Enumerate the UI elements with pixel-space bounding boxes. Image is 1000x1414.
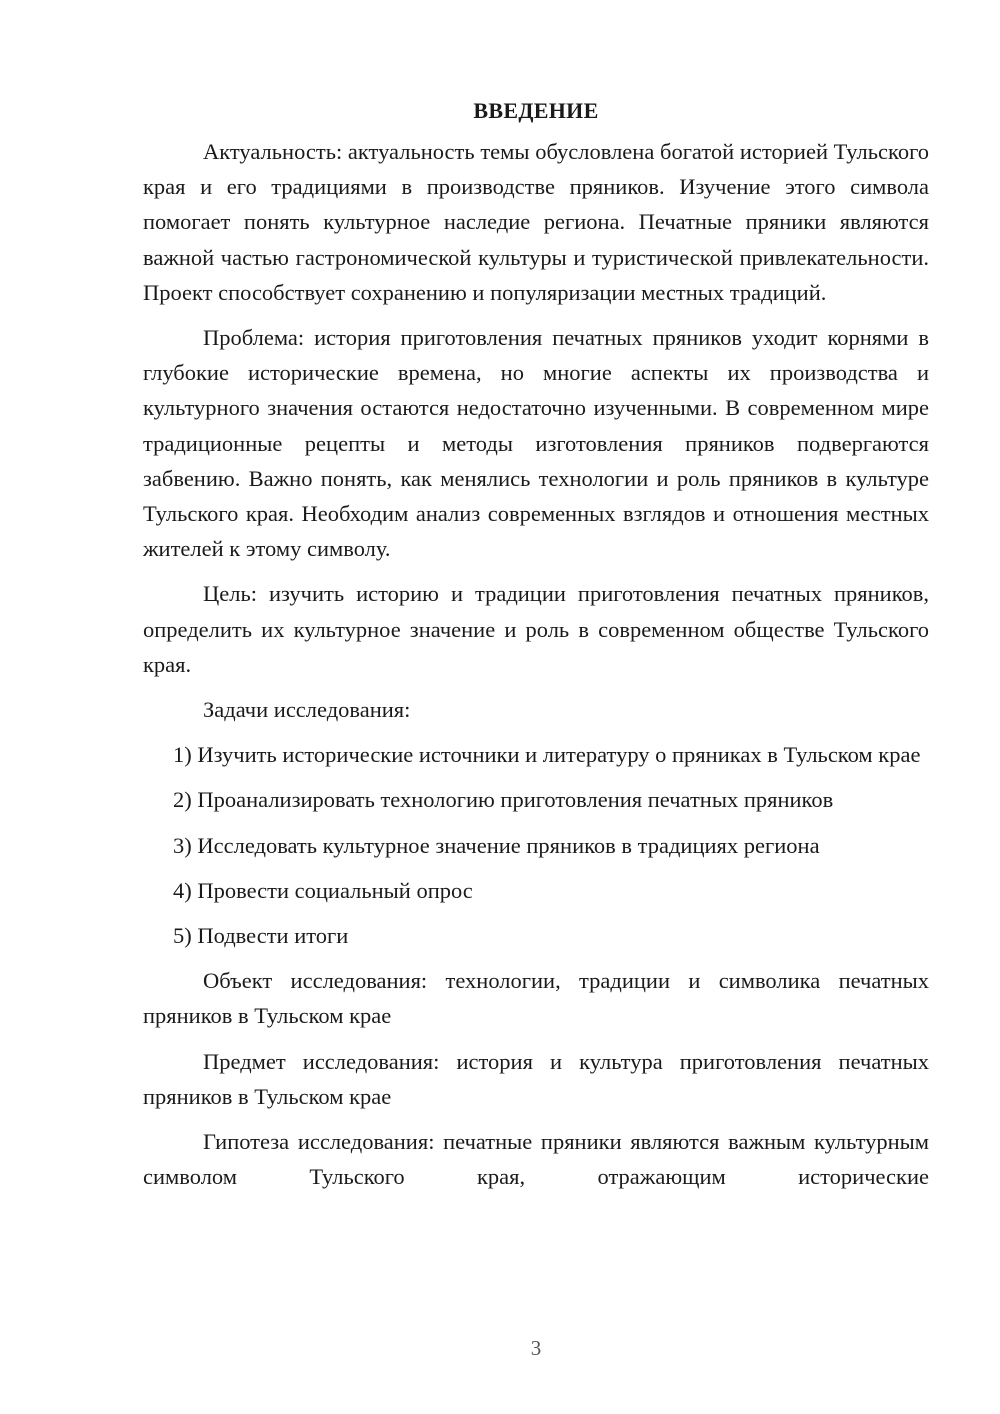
tasks-heading: Задачи исследования:: [203, 697, 411, 723]
paragraph-object: Объект исследования: технологии, традиции и символика печатных пряников в Тульском крае: [143, 968, 929, 1029]
paragraph-goal: Цель: изучить историю и традиции приготовления печатных пряников, определить их культурное значение и роль в современном обществе Тульского края.: [143, 581, 929, 677]
page-number: 3: [530, 1336, 542, 1360]
paragraph-hypothesis: Гипотеза исследования: печатные пряники являются важным культурным символом Тульского края, отражающим исторические: [143, 1129, 929, 1190]
section-title: ВВЕДЕНИЕ: [473, 98, 599, 123]
task-item-2: 2) Проанализировать технологию приготовления печатных пряников: [173, 787, 834, 813]
page-content: [143, 96, 929, 1204]
task-item-1: 1) Изучить исторические источники и литературу о пряниках в Тульском крае: [173, 742, 921, 768]
task-item-5: 5) Подвести итоги: [173, 923, 349, 949]
paragraph-subject: Предмет исследования: история и культура приготовления печатных пряников в Тульском крае: [143, 1048, 929, 1109]
task-item-3: 3) Исследовать культурное значение пряников в традициях региона: [173, 832, 820, 858]
paragraph-problem: Проблема: история приготовления печатных пряников уходит корнями в глубокие исторические времена, но многие аспекты их производства и культурного значения остаются недостаточно изученными. В современном мире традиционные рецепты и методы изготовления пряников подвергаются забвению. Важно понять, как менялись технологии и роль пряников в культуре Тульского края. Необходим анализ современных взглядов и отношения местных жителей к этому символу.: [143, 325, 929, 562]
task-item-4: 4) Провести социальный опрос: [173, 877, 473, 903]
paragraph-relevance: Актуальность: актуальность темы обусловлена богатой историей Тульского края и его традициями в производстве пряников. Изучение этого символа помогает понять культурное наследие региона. Печатные пряники являются важной частью гастрономической культуры и туристической привлекательности. Проект способствует сохранению и популяризации местных традиций.: [143, 139, 929, 305]
